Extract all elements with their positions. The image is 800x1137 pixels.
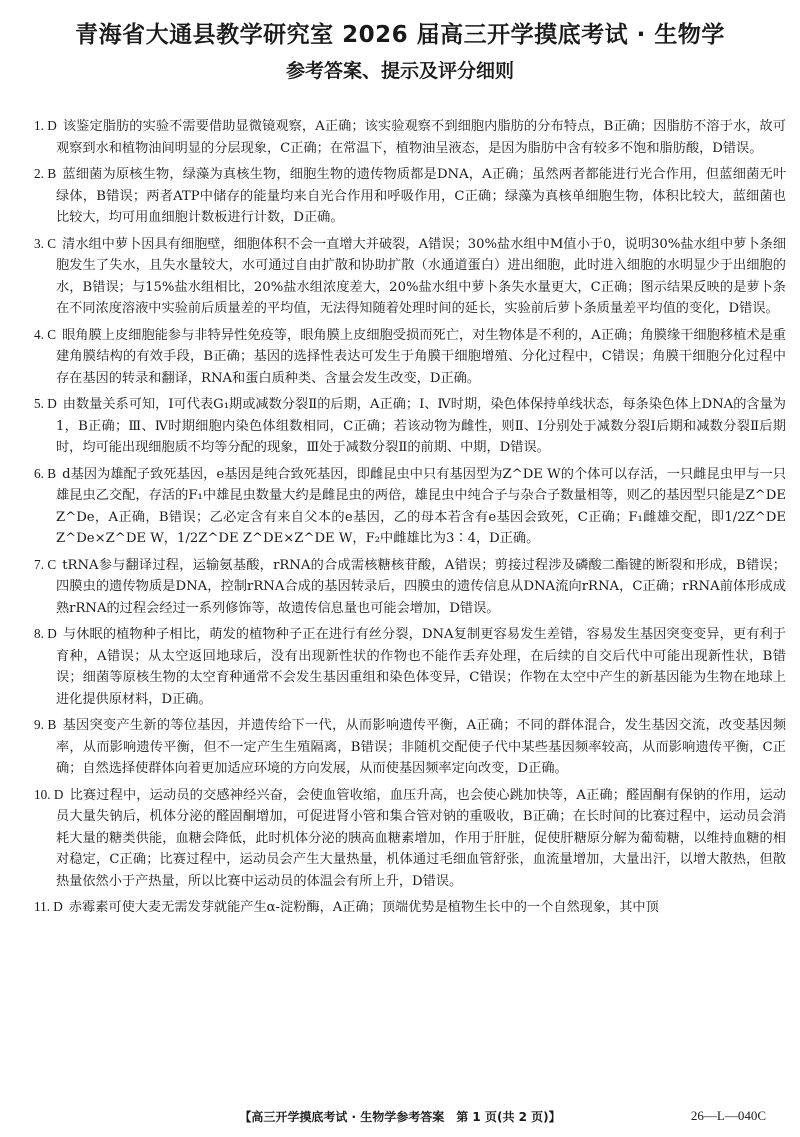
answer-item-5 (34, 393, 786, 459)
footer-page-info: 【高三开学摸底考试 · 生物学参考答案 第 1 页(共 2 页)】 (239, 1110, 561, 1124)
answer-text: 由数量关系可知，Ⅰ可代表G₁期或减数分裂Ⅱ的后期，A正确；Ⅰ、Ⅳ时期，染色体保持单线状态，每条染色体上DNA的含量为1，B正确；Ⅲ、Ⅳ时期细胞内染色体组数相同，C正确；若该动物为雌性，则Ⅱ、Ⅰ分别处于减数分裂Ⅰ后期和减数分裂Ⅱ后期时，均可能出现细胞质不均等分配的现象，Ⅲ处于减数分裂Ⅱ的前期、中期，D错误。 (56, 397, 786, 455)
answer-text: 基因突变产生新的等位基因，并遗传给下一代，从而影响遗传平衡，A正确；不同的群体混合，发生基因交流，改变基因频率，从而影响遗传平衡，但不一定产生生殖隔离，B错误；非随机交配使子代中某些基因频率较高，从而影响遗传平衡，C正确；自然选择使群体向着更加适应环境的方向发展，从而使基因频率定向改变，D正确。 (56, 718, 786, 776)
answer-item-10 (34, 784, 786, 893)
answer-number: 7. C (34, 556, 57, 572)
answer-number: 11. D (34, 899, 63, 914)
answer-number: 5. D (34, 396, 57, 411)
answer-item-7 (34, 554, 786, 620)
answer-text: 赤霉素可使大麦无需发芽就能产生α-淀粉酶，A正确；顶端优势是植物生长中的一个自然现象，其中顶 (68, 900, 659, 915)
answer-number: 3. C (34, 235, 57, 251)
answer-number: 2. B (34, 166, 57, 181)
answer-text: 与休眠的植物种子相比，萌发的植物种子正在进行有丝分裂，DNA复制更容易发生差错，容易发生基因突变变异，更有利于育种，A错误；从太空返回地球后，没有出现新性状的作物也不能作丢弃处理，在后续的自交后代中可能出现新性状，B错误；细菌等原核生物的太空育种通常不会发生基因重组和染色体变异，C错误；作物在太空中产生的新基因能为生物在地球上进化提供原材料，D正确。 (56, 627, 786, 707)
answer-item-1 (34, 115, 786, 159)
answer-item-3 (34, 233, 786, 320)
answer-number: 6. B (34, 465, 57, 481)
answer-item-2 (34, 163, 786, 229)
answer-item-9 (34, 714, 786, 780)
answer-text: 该鉴定脂肪的实验不需要借助显微镜观察，A正确；该实验观察不到细胞内脂肪的分布特点，B正确；因脂肪不溶于水，故可观察到水和植物油间明显的分层现象，C正确；在常温下，植物油呈液态，是因为脂肪中含有较多不饱和脂肪酸，D错误。 (56, 119, 786, 156)
answer-text: 清水组中萝卜因具有细胞壁，细胞体积不会一直增大并破裂，A错误；30%盐水组中M值小于0，说明30%盐水组中萝卜条细胞发生了失水，且失水量较大，水可通过自由扩散和协助扩散（水通道蛋白）进出细胞，此时进入细胞的水明显少于出细胞的水，B错误；与15%盐水组相比，20%盐水组浓度差大，20%盐水组中萝卜条失水量更大，C正确；图示结果反映的是萝卜条在不同浓度溶液中实验前后质量差的平均值，无法得知随着处理时间的延长，实验前后萝卜条质量差平均值的变化，D错误。 (56, 236, 786, 316)
answer-number: 8. D (34, 626, 57, 641)
answer-number: 1. D (34, 118, 57, 133)
answer-text: 眼角膜上皮细胞能参与非特异性免疫等，眼角膜上皮细胞受损而死亡，对生物体是不利的，A正确；角膜缘干细胞移植术是重建角膜结构的有效手段，B正确；基因的选择性表达可发生于角膜干细胞增殖、分化过程中，C错误；角膜干细胞分化过程中存在基因的转录和翻译，RNA和蛋白质种类、含量会发生改变，D正确。 (56, 327, 786, 386)
answer-number: 4. C (34, 326, 57, 342)
answer-text: 比赛过程中，运动员的交感神经兴奋，会使血管收缩，血压升高，也会使心跳加快等，A正确；醛固酮有保钠的作用，运动员大量失钠后，机体分泌的醛固酮增加，可促进肾小管和集合管对钠的重吸收，B正确；在长时间的比赛过程中，运动员会消耗大量的糖类供能，血糖会降低，此时机体分泌的胰高血糖素增加，作用于肝脏，促使肝糖原分解为葡萄糖，以维持血糖的相对稳定，C正确；比赛过程中，运动员会产生大量热量，机体通过毛细血管舒张，血流量增加，大量出汗，以增大散热，但散热量依然小于产热量，所以比赛中运动员的体温会有所上升，D错误。 (56, 787, 786, 889)
answer-list (34, 115, 786, 1095)
answer-number: 9. B (34, 717, 57, 732)
answer-item-4 (34, 324, 786, 390)
answer-item-6 (34, 463, 786, 550)
answer-text: 蓝细菌为原核生物，绿藻为真核生物，细胞生物的遗传物质都是DNA，A正确；虽然两者都能进行光合作用，但蓝细菌无叶绿体，B错误；两者ATP中储存的能量均来自光合作用和呼吸作用，C正确；绿藻为真核单细胞生物，体积比较大，蓝细菌也比较大，均可用血细胞计数板进行计数，D正确。 (56, 167, 786, 225)
answer-text: d基因为雄配子致死基因，e基因是纯合致死基因，即雌昆虫中只有基因型为Z^DE W的个体可以存活，一只雌昆虫甲与一只雄昆虫乙交配，存活的F₁中雄昆虫数量大约是雌昆虫的两倍，雄昆虫中纯合子与杂合子数量相等，则乙的基因型只能是Z^DE Z^De，A正确，B错误；乙必定含有来自父本的e基因，乙的母本若含有e基因会致死，C正确；F₁雌雄交配，即1/2Z^DE Z^De×Z^DE W，1/2Z^DE Z^DE×Z^DE W，F₂中雌雄比为3∶4，D正确。 (56, 466, 786, 546)
page-subtitle: 参考答案、提示及评分细则 (285, 60, 514, 82)
answer-number: 10. D (34, 786, 64, 802)
footer-code: 26—L—040C (690, 1108, 766, 1123)
page-title: 青海省大通县教学研究室 2026 届高三开学摸底考试 · 生物学 (75, 22, 725, 48)
answer-item-11 (34, 896, 786, 919)
answer-text: tRNA参与翻译过程，运输氨基酸，rRNA的合成需核糖核苷酸，A错误；剪接过程涉及磷酸二酯键的断裂和形成，B错误；四膜虫的遗传物质是DNA，控制rRNA合成的基因转录后，四膜虫的遗传信息从DNA流向rRNA，C正确；rRNA前体形成成熟rRNA的过程会经过一系列修饰等，故遗传信息量也可能会增加，D错误。 (56, 557, 786, 616)
answer-item-8 (34, 623, 786, 710)
